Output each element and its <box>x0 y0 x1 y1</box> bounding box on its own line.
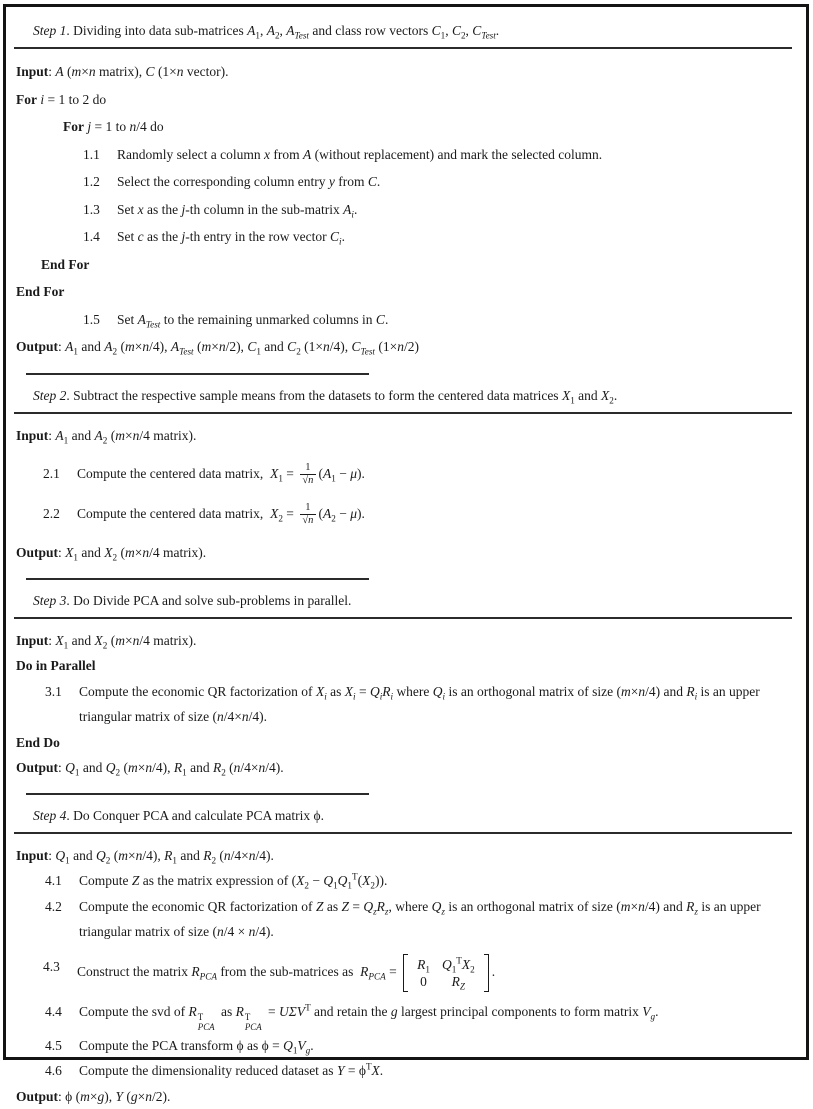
algo-line: Output: $Q_1$ and $Q_2$ (m×n/4), $R_1$ and $R_2$ (n/4×n/4). <box>16 760 284 778</box>
item-text: Set $A_{Test}$ to the remaining unmarked columns in C. <box>117 311 389 330</box>
algo-line <box>16 999 792 1033</box>
algo-line <box>16 223 792 251</box>
algo-line: Input: A (m×n matrix), C (1×n vector). <box>16 64 229 79</box>
item-text: Compute the centered data matrix, $X_1$ = $\frac{1}{√n}$ $(A_1 - \mu)$. <box>77 462 365 487</box>
item-text: Compute the svd of R T PCA as R T PCA = $U\Sigma V^T$ and retain the g largest principal components to form matrix $V_g$. <box>79 1002 659 1032</box>
algo-line: Output: $A_1$ and $A_2$ (m×n/4), $A_{Test}$ (m×n/2), $C_1$ and $C_2$ (1×n/4), $C_{Test}$ (1×n/2) <box>16 339 419 357</box>
title-rule <box>14 617 792 619</box>
item-text: Select the corresponding column entry y from C. <box>117 174 381 189</box>
algo-line: End For <box>16 284 65 299</box>
item-number: 1.3 <box>83 201 100 217</box>
step-title: Step 2. Subtract the respective sample means from the datasets to form the centered data matrices $X_1$ and $X_2$. <box>33 387 618 406</box>
algo-line: For j = 1 to n/4 do <box>63 119 164 134</box>
algo-line <box>16 306 792 334</box>
algo-line <box>16 141 792 169</box>
item-text: Randomly select a column x from A (without replacement) and mark the selected column. <box>117 146 603 162</box>
algo-line <box>14 461 792 488</box>
item-text: Compute the economic QR factorization of Z as $Z = Q_zR_z$, where $Q_z$ is an orthogonal matrix of size (m×n/4) and $R_z$ is an upper triangular matrix of size (n/4 × n/4). <box>79 898 761 940</box>
item-number: 2.1 <box>43 466 60 481</box>
section-separator <box>26 373 369 375</box>
section-separator <box>26 578 369 580</box>
algo-line: Output: $X_1$ and $X_2$ (m×n/4 matrix). <box>16 545 207 563</box>
item-text: Set x as the j-th column in the sub-matrix $A_i$. <box>117 201 358 220</box>
step-title: Step 3. Do Divide PCA and solve sub-problems in parallel. <box>33 592 352 608</box>
algo-line: Input: $A_1$ and $A_2$ (m×n/4 matrix). <box>16 427 197 446</box>
step-section-4 <box>14 805 792 1109</box>
algo-line <box>14 954 792 992</box>
item-number: 1.2 <box>83 174 100 189</box>
item-number: 1.5 <box>83 311 100 327</box>
item-number: 2.2 <box>43 505 60 521</box>
title-rule <box>14 412 792 414</box>
algo-line <box>16 679 792 730</box>
item-text: Compute the dimensionality reduced dataset as $Y = \phi^TX$. <box>79 1061 384 1079</box>
item-number: 1.4 <box>83 229 100 244</box>
step-section-2 <box>14 385 792 566</box>
item-number: 4.5 <box>45 1037 62 1053</box>
section-separator <box>26 793 369 795</box>
algo-line: End For <box>41 256 90 272</box>
step-title: Step 4. Do Conquer PCA and calculate PCA matrix ϕ. <box>33 807 324 823</box>
item-number: 4.2 <box>45 898 62 914</box>
algo-line <box>16 894 792 945</box>
algo-line: Do in Parallel <box>16 658 96 674</box>
step-section-3 <box>14 590 792 781</box>
algo-line <box>14 501 792 528</box>
item-number: 4.1 <box>45 873 62 889</box>
algo-line <box>16 168 792 196</box>
item-text: Set c as the j-th entry in the row vector $C_i$. <box>117 229 345 247</box>
step-title: Step 1. Dividing into data sub-matrices $A_1$, $A_2$, $A_{Test}$ and class row vectors $C_1$, $C_2$, $C_{Test}$. <box>33 23 500 41</box>
algo-line: For i = 1 to 2 do <box>16 91 107 107</box>
algo-line: End Do <box>16 734 60 750</box>
item-number: 1.1 <box>83 146 100 162</box>
algo-line <box>16 1058 792 1084</box>
item-text: Compute Z as the matrix expression of $(X_2 - Q_1Q_1^T(X_2))$. <box>79 871 388 891</box>
algo-line: Input: $Q_1$ and $Q_2$ (m×n/4), $R_1$ and $R_2$ (n/4×n/4). <box>16 847 274 866</box>
step-section-1 <box>14 20 792 361</box>
item-number: 4.3 <box>43 958 60 974</box>
algo-line <box>16 1033 792 1059</box>
algo-line <box>16 196 792 224</box>
title-rule <box>14 47 792 49</box>
item-text: Compute the economic QR factorization of $X_i$ as $X_i = Q_iR_i$ where $Q_i$ is an orthogonal matrix of size (m×n/4) and $R_i$ is an upper triangular matrix of size (n/4×n/4). <box>79 683 760 725</box>
title-rule <box>14 832 792 834</box>
algorithm-document <box>3 4 809 1104</box>
algo-line: Output: ϕ (m×g), Y (g×n/2). <box>16 1088 171 1104</box>
item-text: Compute the PCA transform ϕ as $\phi = Q_1V_g$. <box>79 1037 314 1056</box>
item-number: 3.1 <box>45 683 62 699</box>
item-number: 4.6 <box>45 1063 62 1079</box>
algo-line <box>16 868 792 894</box>
item-text: Construct the matrix $R_{PCA}$ from the sub-matrices as $R_{PCA}$ = $R_1$ $Q_1^TX_2$ 0 $R_Z$ . <box>77 955 496 992</box>
algo-line: Input: $X_1$ and $X_2$ (m×n/4 matrix). <box>16 632 197 651</box>
item-number: 4.4 <box>45 1003 62 1019</box>
item-text: Compute the centered data matrix, $X_2$ = $\frac{1}{√n}$ $(A_2 - \mu)$. <box>77 501 365 526</box>
